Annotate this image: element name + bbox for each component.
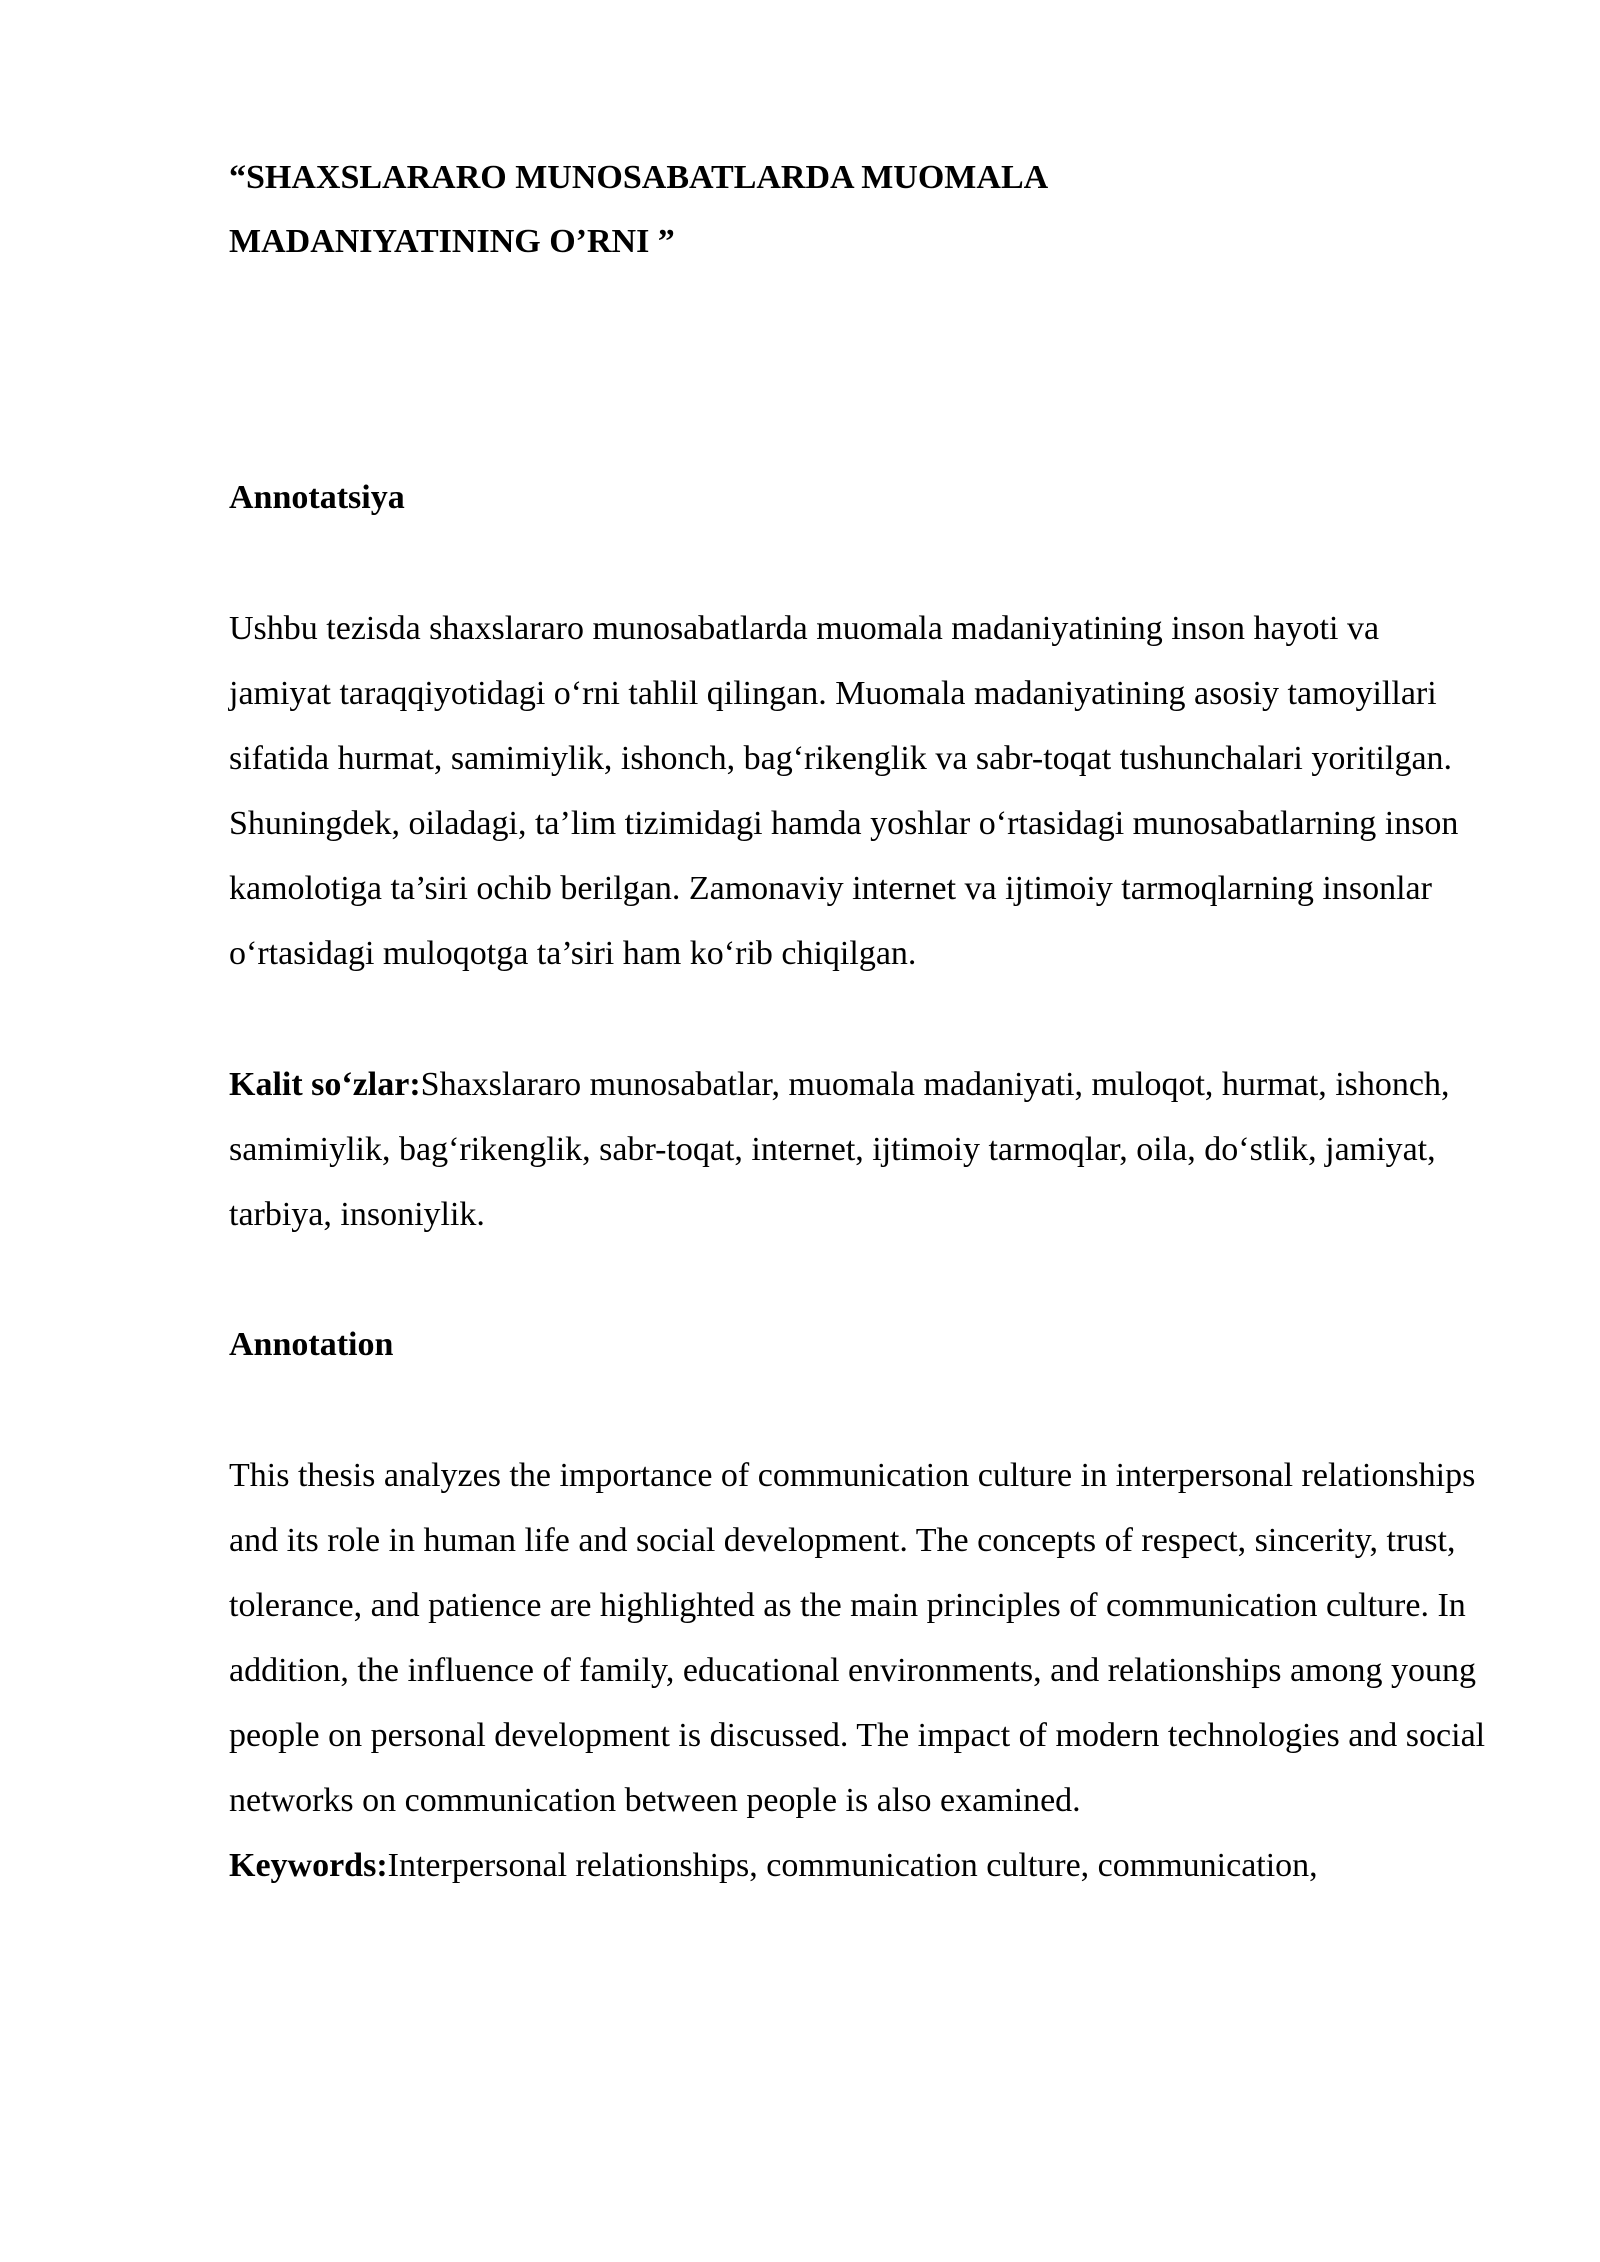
document-title-line-1: “SHAXSLARARO MUNOSABATLARDA MUOMALA [229,159,1049,196]
en-abstract-heading: Annotation [229,1326,394,1363]
en-abstract-text: This thesis analyzes the importance of communication culture in interpersonal relationships and its role in human life and social development. The concepts of respect, sincerity, trust, tolerance, and patience are highlighted as the main principles of communication culture. In addition, the influence of family, educational environments, and relationships among young people on personal development is discussed. The impact of modern technologies and social networks on communication between people is also examined. [229,1457,1486,1819]
uz-keywords-label: Kalit so‘zlar: [229,1066,421,1103]
en-keywords-label: Keywords: [229,1847,388,1884]
uz-abstract-heading: Annotatsiya [229,479,405,516]
en-keywords [229,1833,1489,1898]
document-content [229,146,1489,1898]
uz-abstract-text: Ushbu tezisda shaxslararo munosabatlarda muomala madaniyatining inson hayoti va jamiyat taraqqiyotidagi o‘rni tahlil qilingan. Muomala madaniyatining asosiy tamoyillari sifatida hurmat, samimiylik, ishonch, bag‘rikenglik va sabr-toqat tushunchalari yoritilgan. Shuningdek, oiladagi, ta’lim tizimidagi hamda yoshlar o‘rtasidagi munosabatlarning inson kamolotiga ta’siri ochib berilgan. Zamonaviy internet va ijtimoiy tarmoqlarning insonlar o‘rtasidagi muloqotga ta’siri ham ko‘rib chiqilgan. [229,610,1459,972]
en-keywords-text: Interpersonal relationships, communication culture, communication, [387,1847,1318,1884]
document-title-line-2: MADANIYATINING O’RNI ” [229,223,675,260]
uz-keywords [229,1052,1489,1247]
uz-keywords-text: Shaxslararo munosabatlar, muomala madaniyati, muloqot, hurmat, ishonch, samimiylik, bag‘rikenglik, sabr-toqat, internet, ijtimoiy tarmoqlar, oila, do‘stlik, jamiyat, tarbiya, insoniylik. [229,1066,1450,1233]
